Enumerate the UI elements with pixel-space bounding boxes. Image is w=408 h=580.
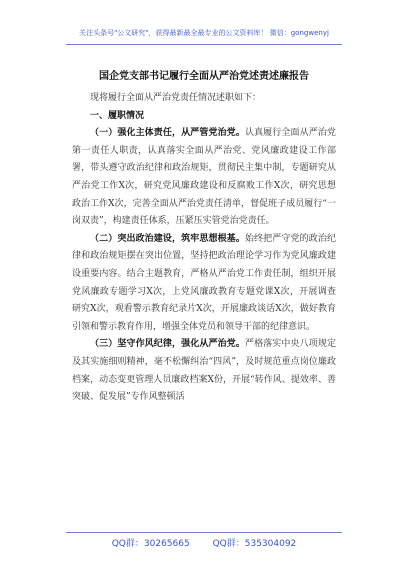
document-body — [72, 90, 336, 407]
section-heading: 一、履职情况 — [90, 110, 145, 121]
document-title: 国企党支部书记履行全面从严治党述责述廉报告 — [99, 71, 309, 82]
paragraph-2 — [72, 231, 336, 337]
paragraph-1-heading: （一）强化主体责任，从严管党治党。 — [90, 128, 245, 139]
paragraph-3-heading: （三）坚守作风纪律，强化从严治党。 — [90, 339, 245, 350]
footer-qq-group-1: QQ群：30265665 — [111, 539, 190, 549]
paragraph-1-text: 认真履行全面从严治党第一责任人职责，认真落实全面从严治党、党风廉政建设工作部署，带头遵守政治纪律和政治规矩，贯彻民主集中制，专题研究从严治党工作X次，研究党风廉政建设和反腐败工作X次，研究思想政治工作X次，完善全面从严治党责任清单，督促班子成员履行“一岗双责”，构建责任体系，压紧压实管党治党责任。 — [72, 128, 336, 227]
banner-divider — [66, 44, 342, 45]
intro-paragraph: 现将履行全面从严治党责任情况述职如下： — [90, 93, 262, 103]
paragraph-1 — [72, 125, 336, 231]
footer-qq-group-2: QQ群：535304092 — [212, 539, 297, 549]
top-banner: 关注头条号"公文研究"，获得最新最全最专业的公文资料库！ 微信：gongwenyj — [79, 29, 329, 37]
footer-divider — [66, 532, 342, 533]
paragraph-3-text: 严格落实中央八项规定及其实施细则精神，毫不松懈纠治“四风”，及时规范重点岗位廉政档案，动态变更管理人员廉政档案X份，开展“转作风、提效率、善突破、促发展”专作风整顿活 — [72, 339, 336, 403]
paragraph-2-heading: （二）突出政治建设，筑牢思想根基。 — [90, 233, 245, 244]
paragraph-2-text: 始终把严守党的政治纪律和政治规矩摆在突出位置，坚持把政治理论学习作为党风廉政建设重要内容。结合主题教育，严格从严治党工作责任制，组织开展党风廉政专题学习X次，上党风廉政教育专题党课X次，开展调查研究X次，观看警示教育纪录片X次，开展廉政谈话X次，做好教育引领和警示教育作用，增强全体党员和领导干部的纪律意识。 — [72, 233, 336, 332]
footer — [0, 536, 408, 549]
paragraph-3 — [72, 336, 336, 406]
